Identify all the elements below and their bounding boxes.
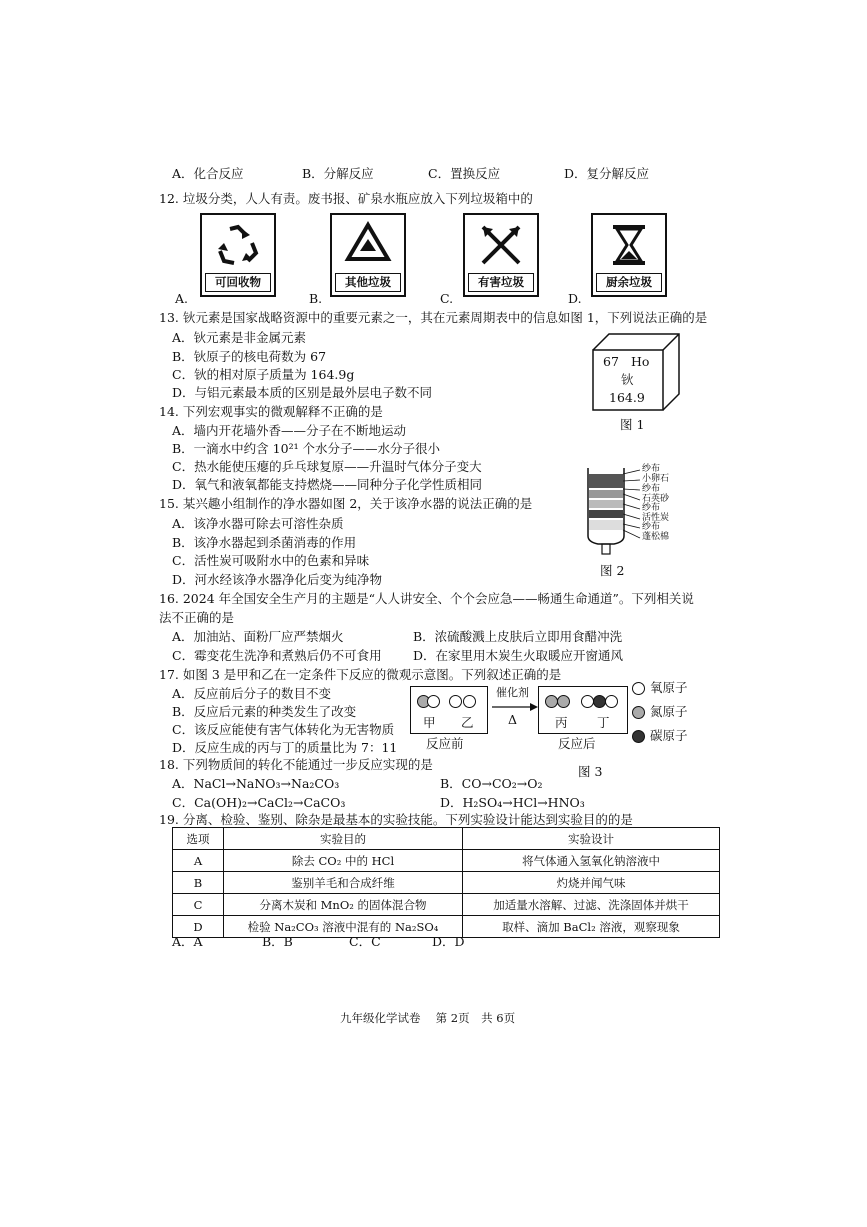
nitrogen-legend-icon <box>632 706 645 719</box>
q13-option-d: D．与铝元素最本质的区别是最外层电子数不同 <box>172 385 433 400</box>
q16-stem-continued: 法不正确的是 <box>159 610 235 625</box>
kitchen-waste-bin <box>591 213 667 297</box>
q16-option-a: A．加油站、面粉厂应严禁烟火 <box>172 629 344 644</box>
q17-option-c: C．该反应能使有害气体转化为无害物质 <box>172 722 395 737</box>
oxygen-atom <box>449 695 462 708</box>
q17-option-d: D．反应生成的丙与丁的质量比为 7：11 <box>172 740 398 755</box>
q14-option-d: D．氧气和液氧都能支持燃烧——同种分子化学性质相同 <box>172 477 483 492</box>
recyclable-bin <box>200 213 276 297</box>
table-row <box>173 894 720 916</box>
q13-stem: 13. 钬元素是国家战略资源中的重要元素之一，其在元素周期表中的信息如图 1，下列说法正确的是 <box>159 310 708 325</box>
row-label: A <box>173 850 224 872</box>
experiment-table <box>172 827 720 938</box>
q11-option-c: C．置换反应 <box>428 166 501 181</box>
element-symbol: Ho <box>631 354 650 369</box>
q18-stem: 18. 下列物质间的转化不能通过一步反应实现的是 <box>159 757 433 772</box>
q13-option-c: C．钬的相对原子质量为 164.9g <box>172 367 355 382</box>
kitchen-waste-label: 厨余垃圾 <box>596 273 662 292</box>
q16-option-b: B．浓硫酸溅上皮肤后立即用食醋冲洗 <box>413 629 623 644</box>
after-caption: 反应后 <box>558 736 596 751</box>
label-yi: 乙 <box>461 715 474 730</box>
q18-option-c: C．Ca(OH)₂→CaCl₂→CaCO₃ <box>172 795 346 810</box>
row-label: D <box>173 916 224 938</box>
other-waste-icon <box>342 221 394 271</box>
q12-letter-c: C. <box>440 291 454 306</box>
heat-symbol: Δ <box>508 712 518 727</box>
oxygen-atom <box>605 695 618 708</box>
q17-option-b: B．反应后元素的种类发生了改变 <box>172 704 357 719</box>
element-cell-figure <box>591 332 681 412</box>
q16-option-c: C．霉变花生洗净和煮熟后仍不可食用 <box>172 648 382 663</box>
layer-label: 纱布 <box>642 484 661 494</box>
oxygen-legend-icon <box>632 682 645 695</box>
layer-label: 纱布 <box>642 522 661 532</box>
q13-option-b: B．钬原子的核电荷数为 67 <box>172 349 327 364</box>
q18-option-d: D．H₂SO₄→HCl→HNO₃ <box>440 795 585 810</box>
q14-stem: 14. 下列宏观事实的微观解释不正确的是 <box>159 404 383 419</box>
recyclable-label: 可回收物 <box>205 273 271 292</box>
row-design: 灼烧并闻气味 <box>463 872 720 894</box>
q17-stem: 17. 如图 3 是甲和乙在一定条件下反应的微观示意图。下列叙述正确的是 <box>159 667 562 682</box>
table-row <box>173 850 720 872</box>
element-number: 67 <box>603 354 619 369</box>
row-label: B <box>173 872 224 894</box>
reaction-diagram <box>410 680 700 780</box>
label-bing: 丙 <box>555 715 568 730</box>
hazardous-label: 有害垃圾 <box>468 273 534 292</box>
q19-option-b: B．B <box>262 934 293 949</box>
q14-option-c: C．热水能使压瘪的乒乓球复原——升温时气体分子变大 <box>172 459 482 474</box>
q19-option-d: D．D <box>432 934 465 949</box>
carbon-legend-icon <box>632 730 645 743</box>
header-option: 选项 <box>173 828 224 850</box>
legend-oxygen: 氧原子 <box>650 680 688 695</box>
row-purpose: 除去 CO₂ 中的 HCl <box>224 850 463 872</box>
q15-option-d: D．河水经该净水器净化后变为纯净物 <box>172 572 383 587</box>
legend-nitrogen: 氮原子 <box>650 704 688 719</box>
row-design: 加适量水溶解、过滤、洗涤固体并烘干 <box>463 894 720 916</box>
hazardous-icon <box>475 221 527 271</box>
figure-3-caption: 图 3 <box>578 764 603 779</box>
q15-option-c: C．活性炭可吸附水中的色素和异味 <box>172 553 370 568</box>
oxygen-atom <box>427 695 440 708</box>
q19-option-a: A．A <box>172 934 203 949</box>
header-purpose: 实验目的 <box>224 828 463 850</box>
hazardous-waste-bin <box>463 213 539 297</box>
label-jia: 甲 <box>423 715 436 730</box>
q12-letter-a: A. <box>175 291 189 306</box>
oxygen-atom <box>463 695 476 708</box>
q16-stem: 16. 2024 年全国安全生产月的主题是“人人讲安全、个个会应急——畅通生命通道”。下列相关说 <box>159 591 694 606</box>
row-purpose: 分离木炭和 MnO₂ 的固体混合物 <box>224 894 463 916</box>
row-purpose: 鉴别羊毛和合成纤维 <box>224 872 463 894</box>
recycle-icon <box>212 221 264 271</box>
q12-letter-b: B. <box>309 291 323 306</box>
q18-option-b: B．CO→CO₂→O₂ <box>440 776 543 791</box>
q14-option-b: B．一滴水中约含 10²¹ 个水分子——水分子很小 <box>172 441 441 456</box>
q12-letter-d: D. <box>568 291 582 306</box>
other-waste-bin <box>330 213 406 297</box>
q19-stem: 19. 分离、检验、鉴别、除杂是最基本的实验技能。下列实验设计能达到实验目的的是 <box>159 812 633 827</box>
layer-label: 小卵石 <box>642 474 670 484</box>
q18-option-a: A．NaCl→NaNO₃→Na₂CO₃ <box>172 776 340 791</box>
q11-option-b: B．分解反应 <box>302 166 374 181</box>
hourglass-icon <box>603 221 655 271</box>
q14-option-a: A．墙内开花墙外香——分子在不断地运动 <box>172 423 407 438</box>
after-box <box>538 686 628 734</box>
before-caption: 反应前 <box>426 736 464 751</box>
q13-option-a: A．钬元素是非金属元素 <box>172 330 307 345</box>
layer-label: 石英砂 <box>642 494 670 504</box>
layer-label: 活性炭 <box>642 513 670 523</box>
page-footer: 九年级化学试卷 第 2页 共 6页 <box>340 1011 516 1025</box>
element-name: 钬 <box>621 372 634 387</box>
row-design: 取样、滴加 BaCl₂ 溶液，观察现象 <box>463 916 720 938</box>
figure-1-caption: 图 1 <box>620 417 645 432</box>
q19-option-c: C．C <box>349 934 381 949</box>
catalyst-label: 催化剂 <box>496 686 529 699</box>
q11-option-a: A．化合反应 <box>172 166 244 181</box>
q12-stem: 12. 垃圾分类，人人有责。废书报、矿泉水瓶应放入下列垃圾箱中的 <box>159 191 533 206</box>
element-mass: 164.9 <box>609 390 645 405</box>
row-label: C <box>173 894 224 916</box>
q11-option-d: D．复分解反应 <box>564 166 650 181</box>
header-design: 实验设计 <box>463 828 720 850</box>
other-waste-label: 其他垃圾 <box>335 273 401 292</box>
label-ding: 丁 <box>597 715 610 730</box>
layer-label: 蓬松棉 <box>642 532 670 542</box>
layer-label: 纱布 <box>642 503 661 513</box>
q15-option-b: B．该净水器起到杀菌消毒的作用 <box>172 535 357 550</box>
row-purpose: 检验 Na₂CO₃ 溶液中混有的 Na₂SO₄ <box>224 916 463 938</box>
before-box <box>410 686 488 734</box>
q16-option-d: D．在家里用木炭生火取暖应开窗通风 <box>413 648 624 663</box>
q15-stem: 15. 某兴趣小组制作的净水器如图 2，关于该净水器的说法正确的是 <box>159 496 533 511</box>
figure-2-caption: 图 2 <box>600 563 625 578</box>
q17-option-a: A．反应前后分子的数目不变 <box>172 686 332 701</box>
legend-carbon: 碳原子 <box>650 728 688 743</box>
nitrogen-atom <box>557 695 570 708</box>
water-purifier-figure <box>580 464 690 560</box>
row-design: 将气体通入氢氧化钠溶液中 <box>463 850 720 872</box>
q15-option-a: A．该净水器可除去可溶性杂质 <box>172 516 344 531</box>
layer-label: 纱布 <box>642 464 661 474</box>
table-row <box>173 872 720 894</box>
